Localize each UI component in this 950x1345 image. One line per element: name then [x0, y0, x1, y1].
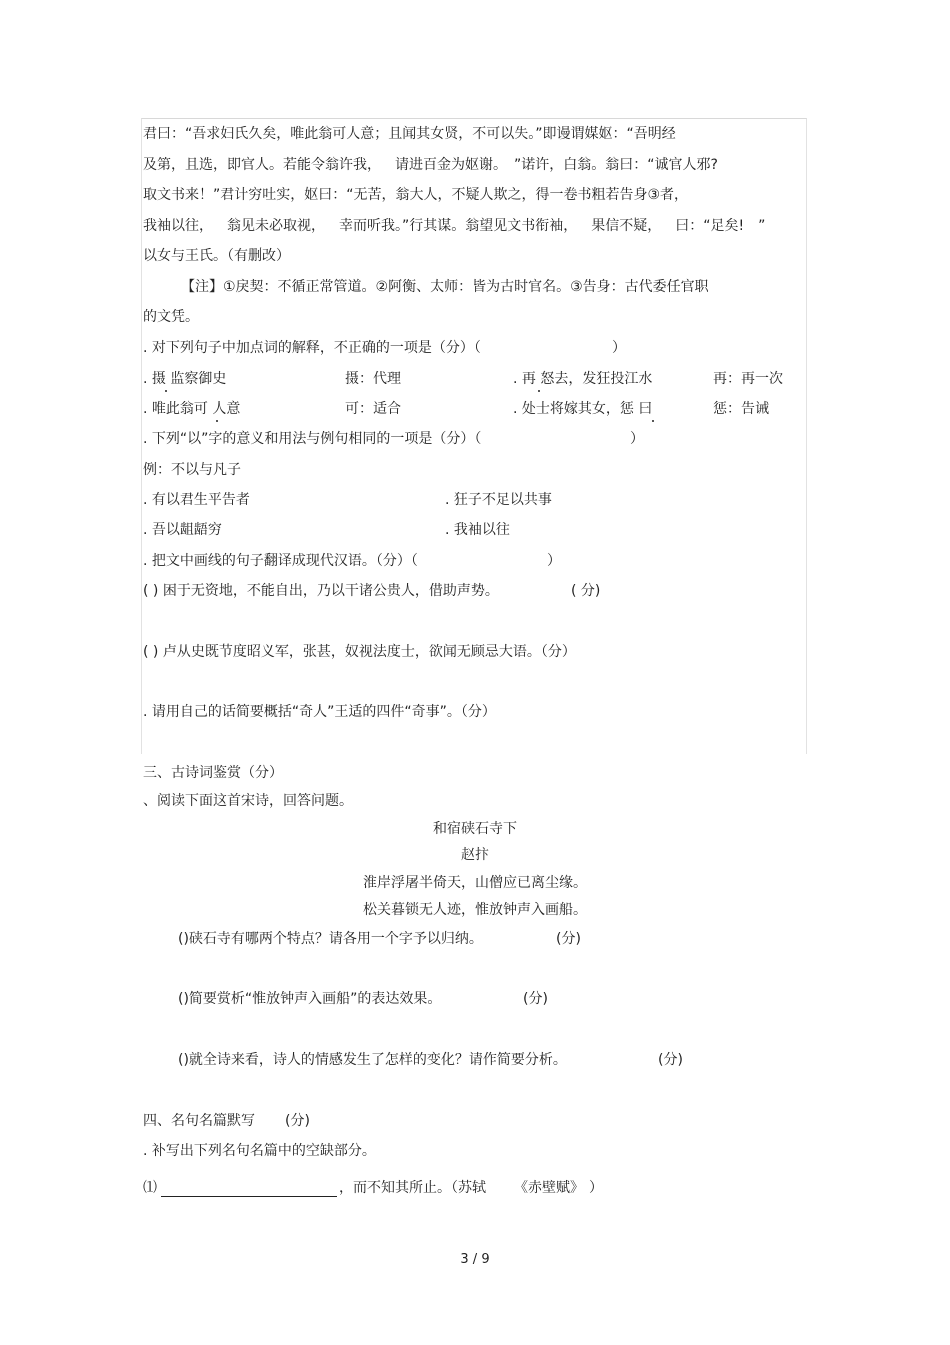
q2-example: 例：不以与凡子 — [143, 462, 241, 478]
q4-stem: . 请用自己的话简要概括“奇人”王适的四件“奇事”。（分） — [143, 704, 496, 720]
q2-option-a: . 有以君生平告者 — [143, 492, 250, 508]
q2-option-b: . 狂子不足以共事 — [445, 492, 552, 508]
q1-stem: . 对下列句子中加点词的解释，不正确的一项是（分）（ — [143, 340, 481, 356]
poem-question-3: ()就全诗来看，诗人的情感发生了怎样的变化？请作简要分析。 — [178, 1052, 567, 1068]
poem-question-1: ()硖石寺有哪两个特点？请各用一个字予以归纳。 — [178, 931, 483, 947]
q1-option-a-gloss: 摄：代理 — [345, 371, 401, 387]
section-4-score: (分) — [285, 1113, 310, 1129]
poem-line-1: 淮岸浮屠半倚天，山僧应已离尘缘。 — [363, 875, 587, 891]
q1-option-b-gloss: 可：适合 — [345, 401, 401, 417]
section-3-title: 三、古诗词鉴赏（分） — [143, 765, 283, 781]
q1-option-c: . 再 怒去，发狂投江水 — [513, 371, 653, 387]
poem-author: 赵抃 — [461, 847, 489, 863]
passage-line-1: 君曰：“吾求妇氏久矣，唯此翁可人意；且闻其女贤，不可以失。”即谩谓媒妪：“吾明经 — [143, 126, 676, 142]
q1-option-d: . 处士将嫁其女，惩 曰 — [513, 401, 653, 417]
emphasis-dot — [165, 390, 167, 392]
poem-question-1-score: (分) — [556, 931, 581, 947]
q1-option-c-gloss: 再：再一次 — [713, 371, 783, 387]
passage-line-2: 及第，且选，即官人。若能令翁许我， 请进百金为妪谢。 ”诺许，白翁。翁曰：“诚官人邪? — [143, 157, 718, 173]
q3-stem-end: ） — [547, 553, 561, 569]
q3-sentence-1-score: ( 分) — [571, 583, 601, 599]
q2-stem-end: ） — [630, 431, 644, 447]
note-line-1: 【注】①戾契：不循正常管道。②阿衡、太师：皆为古时官名。③告身：古代委任官职 — [181, 279, 709, 295]
q1-option-d-gloss: 惩：告诫 — [713, 401, 769, 417]
q1-option-b: . 唯此翁可 人意 — [143, 401, 241, 417]
note-line-2: 的文凭。 — [143, 309, 199, 325]
section-3-intro: 、阅读下面这首宋诗，回答问题。 — [143, 793, 353, 809]
q1-stem-end: ） — [612, 340, 626, 356]
fill-blank-item-1: ⑴ ，而不知其所止。（苏轼 《赤壁赋》 ） — [143, 1180, 603, 1196]
q1-option-a: . 摄 监察御史 — [143, 371, 227, 387]
q3-sentence-2: ( ) 卢从史既节度昭义军，张甚，奴视法度士，欲闻无顾忌大语。（分） — [143, 644, 576, 660]
answer-blank[interactable] — [161, 1182, 337, 1197]
emphasis-dot — [652, 420, 654, 422]
q2-option-d: . 我袖以往 — [445, 522, 510, 538]
q2-stem: . 下列“以”字的意义和用法与例句相同的一项是（分）（ — [143, 431, 482, 447]
q2-option-c: . 吾以龃龉穷 — [143, 522, 222, 538]
page-number: 3 / 9 — [460, 1252, 490, 1267]
section-4-title: 四、名句名篇默写 — [143, 1113, 255, 1129]
passage-line-5: 以女与王氏。（有删改） — [143, 248, 290, 264]
poem-question-2: ()简要赏析“惟放钟声入画船”的表达效果。 — [178, 991, 442, 1007]
poem-line-2: 松关暮锁无人迹，惟放钟声入画船。 — [363, 902, 587, 918]
emphasis-dot — [216, 420, 218, 422]
poem-question-3-score: (分) — [658, 1052, 683, 1068]
passage-line-3: 取文书来！”君计穷吐实，妪曰：“无苦，翁大人，不疑人欺之，得一卷书粗若告身③者， — [143, 187, 689, 203]
passage-line-4: 我袖以往， 翁见未必取视， 幸而听我。”行其谋。翁望见文书衔袖， 果信不疑， 曰：“足矣! ” — [143, 218, 766, 234]
poem-question-2-score: (分) — [523, 991, 548, 1007]
q3-stem: . 把文中画线的句子翻译成现代汉语。（分）（ — [143, 553, 418, 569]
emphasis-dot — [538, 390, 540, 392]
poem-title: 和宿硖石寺下 — [433, 821, 517, 837]
q3-sentence-1: ( ) 困于无资地，不能自出，乃以干诸公贵人，借助声势。 — [143, 583, 499, 599]
section-4-intro: . 补写出下列名句名篇中的空缺部分。 — [143, 1143, 376, 1159]
